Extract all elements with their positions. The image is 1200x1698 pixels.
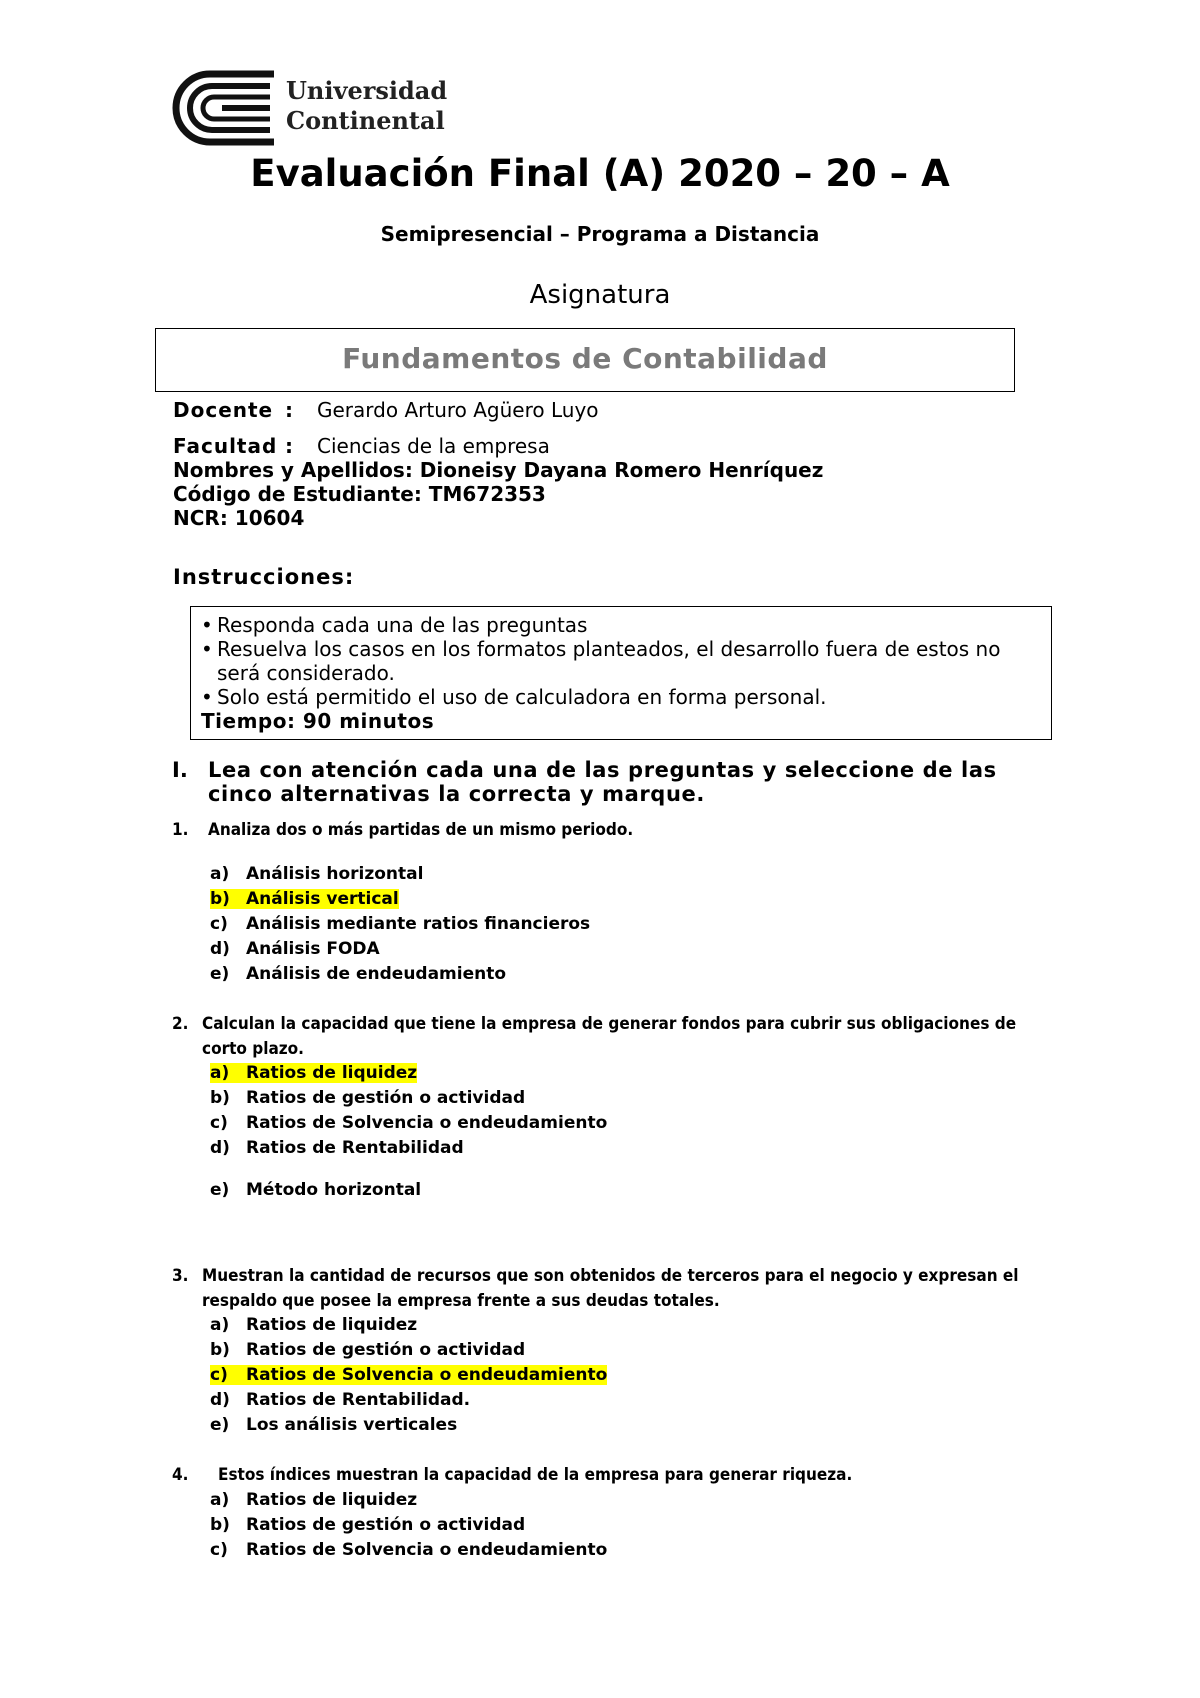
option-4b[interactable]: b) Ratios de gestión o actividad (210, 1515, 526, 1535)
option-1e[interactable]: e) Análisis de endeudamiento (210, 964, 507, 984)
option-2d[interactable]: d) Ratios de Rentabilidad (210, 1138, 464, 1158)
instructions-title: Instrucciones: (173, 565, 355, 589)
docente-colon: : (285, 398, 294, 422)
question-text: Calculan la capacidad que tiene la empresa de generar fondos para cubrir sus obligaciones de corto plazo. (202, 1014, 1017, 1059)
time-limit: Tiempo: 90 minutos (201, 709, 435, 733)
section-number: I. (172, 758, 188, 782)
section-heading: Lea con atención cada una de las preguntas y seleccione de las cinco alternativas la correcta y marque. (208, 758, 997, 806)
instruction-item: • Responda cada una de las preguntas (201, 613, 588, 637)
option-2c[interactable]: c) Ratios de Solvencia o endeudamiento (210, 1113, 608, 1133)
course-name: Fundamentos de Contabilidad (342, 342, 828, 375)
student-code: Código de Estudiante: TM672353 (173, 482, 546, 506)
option-3d[interactable]: d) Ratios de Rentabilidad. (210, 1390, 471, 1410)
asignatura-label: Asignatura (529, 280, 671, 310)
docente-label: Docente (173, 398, 274, 422)
question-number: 4. (172, 1465, 189, 1485)
question-number: 2. (172, 1014, 189, 1034)
question-number: 3. (172, 1266, 189, 1286)
option-4a[interactable]: a) Ratios de liquidez (210, 1490, 418, 1510)
facultad-label: Facultad (173, 434, 278, 458)
option-2a[interactable]: a) Ratios de liquidez (210, 1063, 418, 1083)
logo-line-1: Universidad (286, 76, 448, 105)
option-2e[interactable]: e) Método horizontal (210, 1180, 422, 1200)
option-3c[interactable]: c) Ratios de Solvencia o endeudamiento (210, 1365, 608, 1385)
question-text: Analiza dos o más partidas de un mismo periodo. (208, 820, 634, 840)
question-number: 1. (172, 820, 189, 840)
facultad-value: Ciencias de la empresa (317, 434, 550, 458)
option-1a[interactable]: a) Análisis horizontal (210, 864, 424, 884)
instruction-item-cont: será considerado. (217, 661, 395, 685)
instructions-box (190, 606, 1052, 740)
option-3e[interactable]: e) Los análisis verticales (210, 1415, 458, 1435)
logo-line-2: Continental (286, 106, 445, 135)
facultad-row (173, 434, 550, 458)
docente-value: Gerardo Arturo Agüero Luyo (317, 398, 599, 422)
option-4c[interactable]: c) Ratios de Solvencia o endeudamiento (210, 1540, 608, 1560)
docente-row (173, 398, 599, 422)
student-name: Nombres y Apellidos: Dioneisy Dayana Romero Henríquez (173, 458, 824, 482)
bullet-icon: • (201, 685, 213, 709)
question-text: Estos índices muestran la capacidad de la empresa para generar riqueza. (218, 1465, 853, 1485)
bullet-icon: • (201, 637, 213, 661)
question-text: Muestran la cantidad de recursos que son obtenidos de terceros para el negocio y expresan el respaldo que posee la empresa frente a sus deudas totales. (202, 1266, 1019, 1311)
bullet-icon: • (201, 613, 213, 637)
instruction-item: • Resuelva los casos en los formatos planteados, el desarrollo fuera de estos no (201, 637, 1001, 661)
option-1b[interactable]: b) Análisis vertical (210, 889, 399, 909)
option-1d[interactable]: d) Análisis FODA (210, 939, 380, 959)
option-2b[interactable]: b) Ratios de gestión o actividad (210, 1088, 526, 1108)
option-3b[interactable]: b) Ratios de gestión o actividad (210, 1340, 526, 1360)
exam-title: Evaluación Final (A) 2020 – 20 – A (250, 152, 950, 195)
instruction-item: • Solo está permitido el uso de calculadora en forma personal. (201, 685, 827, 709)
exam-subtitle: Semipresencial – Programa a Distancia (380, 222, 820, 246)
option-1c[interactable]: c) Análisis mediante ratios financieros (210, 914, 591, 934)
facultad-colon: : (285, 434, 294, 458)
option-3a[interactable]: a) Ratios de liquidez (210, 1315, 418, 1335)
university-logo (170, 70, 280, 146)
ncr: NCR: 10604 (173, 506, 305, 530)
logo-wordmark (286, 76, 447, 136)
